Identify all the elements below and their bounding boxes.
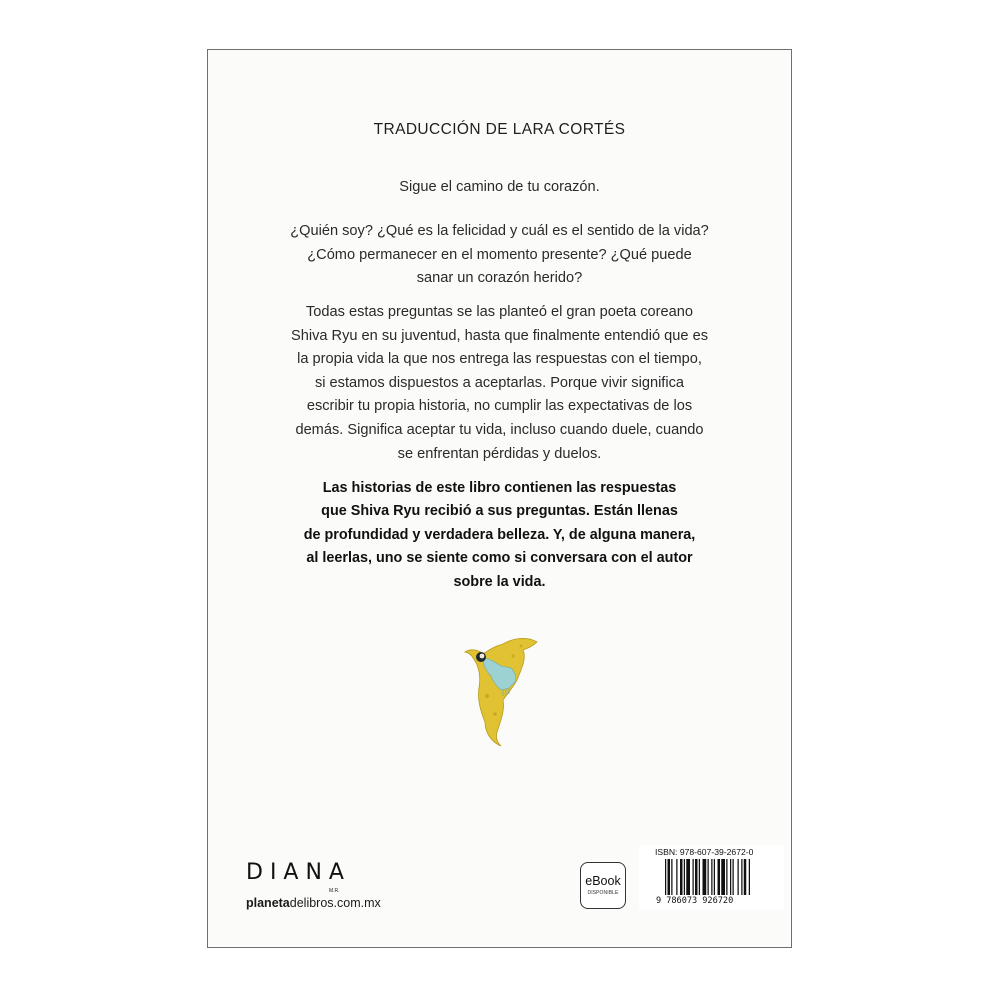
barcode-bar: [680, 859, 683, 895]
questions-paragraph: [208, 220, 791, 291]
highlight-line: sobre la vida.: [453, 573, 546, 590]
barcode-bar: [714, 859, 715, 895]
website-rest-part: delibros.com.mx: [289, 896, 381, 910]
description-line: demás. Significa aceptar tu vida, incluso cuando duele, cuando: [295, 421, 704, 438]
barcode-bar: [665, 859, 666, 895]
questions-line: ¿Cómo permanecer en el momento presente? ¿Qué puede: [307, 246, 692, 263]
barcode-bar: [684, 859, 685, 895]
description-line: si estamos dispuestos a aceptarlas. Porque vivir significa: [314, 374, 685, 391]
barcode-bar: [693, 859, 694, 895]
publisher-website: [246, 896, 381, 910]
barcode-digit-group: 786073: [666, 896, 698, 906]
barcode-bar: [711, 859, 712, 895]
barcode-bar: [741, 859, 742, 895]
barcode-bar: [695, 859, 698, 895]
publisher-logo: DIANA: [246, 860, 351, 885]
website-bold-part: planeta: [246, 896, 290, 910]
questions-line: ¿Quién soy? ¿Qué es la felicidad y cuál es el sentido de la vida?: [290, 223, 709, 239]
description-line: la propia vida la que nos entrega las respuestas con el tiempo,: [297, 351, 702, 368]
highlight-paragraph: [208, 477, 791, 594]
barcode-bar: [703, 859, 707, 895]
highlight-line: al leerlas, uno se siente como si conversara con el autor: [306, 550, 693, 567]
barcode-bar: [668, 859, 671, 895]
book-back-cover: [207, 49, 792, 948]
ebook-badge: [580, 862, 626, 909]
tagline: [208, 176, 791, 200]
tagline-line: Sigue el camino de tu corazón.: [399, 179, 600, 195]
barcode-bar: [744, 859, 747, 895]
description-line: Shiva Ryu en su juventud, hasta que finalmente entendió que es: [290, 327, 709, 344]
barcode-bar: [718, 859, 721, 895]
barcode-bar: [749, 859, 750, 895]
barcode-bar: [686, 859, 690, 895]
ebook-title: eBook: [585, 874, 621, 888]
trademark-mark: M.R.: [329, 888, 340, 894]
highlight-line: Las historias de este libro contienen las respuestas: [322, 480, 677, 496]
barcode-bar: [733, 859, 734, 895]
barcode-bar: [671, 859, 672, 895]
barcode-digit-group: 926720: [702, 896, 734, 906]
description-line: Todas estas preguntas se las planteó el gran poeta coreano: [306, 304, 693, 320]
bird-body: [465, 638, 537, 746]
barcode-digits: [656, 896, 738, 906]
description-paragraph: [208, 301, 791, 466]
isbn-barcode-block: [639, 845, 784, 909]
barcode-bar: [676, 859, 677, 895]
description-line: se enfrentan pérdidas y duelos.: [397, 445, 602, 462]
barcode-digit-lead: 9: [656, 896, 662, 906]
barcode-bar: [730, 859, 731, 895]
description-line: escribir tu propia historia, no cumplir las expectativas de los: [306, 398, 693, 415]
bird-illustration: [461, 636, 543, 746]
questions-line: sanar un corazón herido?: [416, 270, 583, 287]
barcode-bar: [699, 859, 700, 895]
barcode: [665, 859, 781, 895]
barcode-bar: [708, 859, 709, 895]
isbn-label: ISBN: 978-607-39-2672-0: [655, 847, 754, 857]
barcode-bar: [726, 859, 727, 895]
highlight-line: de profundidad y verdadera belleza. Y, de alguna manera,: [303, 526, 696, 543]
ebook-subtitle: DISPONIBLE: [587, 890, 619, 896]
barcode-bar: [721, 859, 725, 895]
translator-credit: TRADUCCIÓN DE LARA CORTÉS: [373, 121, 626, 138]
barcode-bar: [738, 859, 739, 895]
highlight-line: que Shiva Ryu recibió a sus preguntas. Están llenas: [321, 503, 678, 520]
